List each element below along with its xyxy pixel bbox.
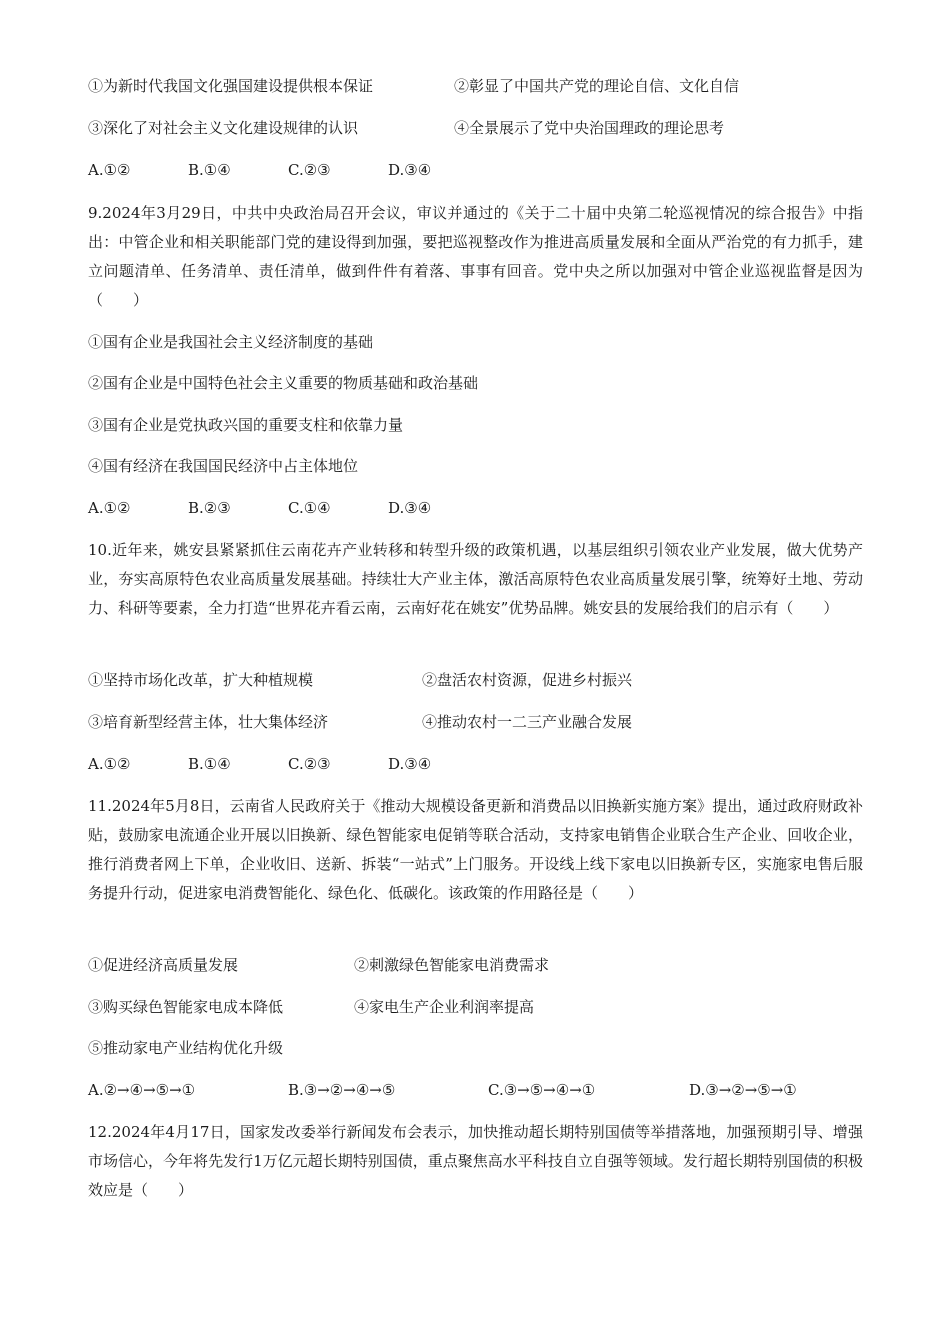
q8-answer-c: C.②③ (288, 161, 331, 179)
q10-option-3: ③培育新型经营主体，壮大集体经济 (88, 713, 329, 731)
q9-option-3: ③国有企业是党执政兴国的重要支柱和依靠力量 (88, 416, 404, 434)
q11-stem: 11.2024年5月8日，云南省人民政府关于《推动大规模设备更新和消费品以旧换新实施方案》提出，通过政府财政补贴，鼓励家电流通企业开展以旧换新、绿色智能家电促销等联合活动，支持家电销售企业联合生产企业、回收企业，推行消费者网上下单，企业收旧、送新、拆装“一站式”上门服务。开设线上线下家电以旧换新专区，实施家电售后服务提升行动，促进家电消费智能化、绿色化、低碳化。该政策的作用路径是（ ） (88, 797, 863, 902)
q8-option-2: ②彰显了中国共产党的理论自信、文化自信 (454, 77, 740, 95)
q11-answer-b: B.③→②→④→⑤ (288, 1081, 396, 1099)
q10-answer-b: B.①④ (188, 755, 231, 773)
q11-answer-c: C.③→⑤→④→① (488, 1081, 596, 1099)
q8-option-row-1 (88, 76, 740, 96)
q10-answer-a: A.①② (88, 755, 131, 773)
q9-answer-c: C.①④ (288, 499, 331, 517)
q8-answer-b: B.①④ (188, 161, 231, 179)
q11-option-5: ⑤推动家电产业结构优化升级 (88, 1039, 284, 1057)
q9-stem: 9.2024年3月29日，中共中央政治局召开会议，审议并通过的《关于二十届中央第二轮巡视情况的综合报告》中指出：中管企业和相关职能部门党的建设得到加强，要把巡视整改作为推进高质量发展和全面从严治党的有力抓手，建立问题清单、任务清单、责任清单，做到件件有着落、事事有回音。党中央之所以加强对中管企业巡视监督是因为（ ） (88, 204, 863, 309)
q10-option-row-1 (88, 670, 633, 690)
q10-option-2: ②盘活农村资源，促进乡村振兴 (422, 671, 633, 689)
q9-option-4: ④国有经济在我国国民经济中占主体地位 (88, 457, 359, 475)
q11-answer-a: A.②→④→⑤→① (88, 1081, 196, 1099)
q11-option-3: ③购买绿色智能家电成本降低 (88, 998, 284, 1016)
q9-option-2: ②国有企业是中国特色社会主义重要的物质基础和政治基础 (88, 374, 479, 392)
q8-answer-d: D.③④ (388, 161, 432, 179)
q10-option-1: ①坚持市场化改革，扩大种植规模 (88, 671, 314, 689)
q12-stem: 12.2024年4月17日，国家发改委举行新闻发布会表示，加快推动超长期特别国债等举措落地，加强预期引导、增强市场信心，今年将先发行1万亿元超长期特别国债，重点聚焦高水平科技自立自强等领域。发行超长期特别国债的积极效应是（ ） (88, 1123, 863, 1199)
q10-option-row-2 (88, 712, 633, 732)
q10-option-4: ④推动农村一二三产业融合发展 (422, 713, 633, 731)
q9-answer-a: A.①② (88, 499, 131, 517)
q11-option-2: ②刺激绿色智能家电消费需求 (354, 956, 550, 974)
q11-option-1: ①促进经济高质量发展 (88, 956, 239, 974)
q9-option-1: ①国有企业是我国社会主义经济制度的基础 (88, 333, 374, 351)
q10-answer-c: C.②③ (288, 755, 331, 773)
q10-answer-d: D.③④ (388, 755, 432, 773)
q8-option-1: ①为新时代我国文化强国建设提供根本保证 (88, 77, 374, 95)
q11-answer-d: D.③→②→⑤→① (689, 1081, 797, 1099)
q8-option-4: ④全景展示了党中央治国理政的理论思考 (454, 119, 725, 137)
q8-answer-a: A.①② (88, 161, 131, 179)
q11-option-row-2 (88, 997, 535, 1017)
q8-option-row-2 (88, 118, 725, 138)
q11-option-4: ④家电生产企业利润率提高 (354, 998, 535, 1016)
q10-stem: 10.近年来，姚安县紧紧抓住云南花卉产业转移和转型升级的政策机遇，以基层组织引领农业产业发展，做大优势产业，夯实高原特色农业高质量发展基础。持续壮大产业主体，激活高原特色农业高质量发展引擎，统筹好土地、劳动力、科研等要素，全力打造“世界花卉看云南，云南好花在姚安”优势品牌。姚安县的发展给我们的启示有（ ） (88, 541, 863, 617)
q11-option-row-1 (88, 955, 550, 975)
q8-option-3: ③深化了对社会主义文化建设规律的认识 (88, 119, 359, 137)
q9-answer-b: B.②③ (188, 499, 231, 517)
q9-answer-d: D.③④ (388, 499, 432, 517)
